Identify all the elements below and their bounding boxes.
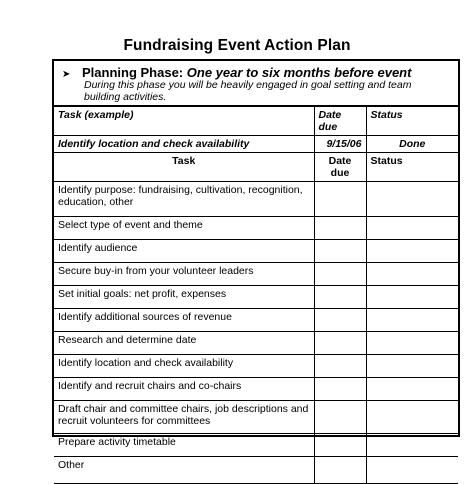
example-status: Done: [366, 136, 458, 153]
table-row: [54, 240, 458, 263]
phase-description: During this phase you will be heavily engaged in goal setting and team building activities.: [84, 79, 412, 103]
task-cell: Research and determine date: [54, 332, 314, 355]
table-row: [54, 378, 458, 401]
status-cell[interactable]: [366, 457, 458, 484]
status-cell[interactable]: [366, 182, 458, 217]
status-cell[interactable]: [366, 401, 458, 434]
task-cell: Secure buy-in from your volunteer leaders: [54, 263, 314, 286]
date-due-cell[interactable]: [314, 286, 366, 309]
example-header-row: [54, 107, 458, 136]
phase-heading: [62, 65, 411, 80]
status-cell[interactable]: [366, 434, 458, 457]
task-cell: Draft chair and committee chairs, job descriptions and recruit volunteers for committees: [54, 401, 314, 434]
arrowhead-bullet-icon: ➤: [62, 69, 71, 80]
example-status-header: Status: [366, 107, 458, 136]
date-due-cell[interactable]: [314, 355, 366, 378]
example-task-header: Task (example): [54, 107, 314, 136]
status-column-header: Status: [366, 153, 458, 182]
example-date-header: Date due: [314, 107, 366, 136]
task-cell: Identify purpose: fundraising, cultivation, recognition, education, other: [54, 182, 314, 217]
date-due-column-header: Date due: [314, 153, 366, 182]
action-plan-table: [52, 59, 460, 471]
table-row: [54, 217, 458, 240]
task-cell: Identify location and check availability: [54, 355, 314, 378]
phase-name: Planning Phase:: [82, 65, 184, 80]
task-cell: Other: [54, 457, 314, 484]
date-due-cell[interactable]: [314, 263, 366, 286]
date-due-cell[interactable]: [314, 434, 366, 457]
table-row: [54, 286, 458, 309]
task-cell: Set initial goals: net profit, expenses: [54, 286, 314, 309]
date-due-cell[interactable]: [314, 457, 366, 484]
column-header-row: [54, 153, 458, 182]
phase-range: One year to six months before event: [186, 65, 412, 80]
date-due-cell[interactable]: [314, 401, 366, 434]
table-row: [54, 355, 458, 378]
document-title: Fundraising Event Action Plan: [123, 37, 351, 54]
table-row: [54, 309, 458, 332]
date-due-cell[interactable]: [314, 309, 366, 332]
phase-section: [54, 61, 458, 106]
date-due-cell[interactable]: [314, 217, 366, 240]
task-cell: Identify additional sources of revenue: [54, 309, 314, 332]
example-task: Identify location and check availability: [54, 136, 314, 153]
task-column-header: Task: [54, 153, 314, 182]
example-date-due: 9/15/06: [314, 136, 366, 153]
status-cell[interactable]: [366, 355, 458, 378]
example-row: [54, 136, 458, 153]
date-due-cell[interactable]: [314, 332, 366, 355]
date-due-cell[interactable]: [314, 240, 366, 263]
task-cell: Prepare activity timetable: [54, 434, 314, 457]
date-due-cell[interactable]: [314, 182, 366, 217]
task-cell: Identify audience: [54, 240, 314, 263]
status-cell[interactable]: [366, 309, 458, 332]
table-row: [54, 434, 458, 457]
status-cell[interactable]: [366, 286, 458, 309]
status-cell[interactable]: [366, 263, 458, 286]
table-row: [54, 457, 458, 484]
table-row: [54, 401, 458, 434]
status-cell[interactable]: [366, 240, 458, 263]
table-row: [54, 332, 458, 355]
table-row: [54, 263, 458, 286]
task-cell: Identify and recruit chairs and co-chairs: [54, 378, 314, 401]
table-row: [54, 182, 458, 217]
status-cell[interactable]: [366, 332, 458, 355]
task-cell: Select type of event and theme: [54, 217, 314, 240]
date-due-cell[interactable]: [314, 378, 366, 401]
status-cell[interactable]: [366, 217, 458, 240]
task-grid: [54, 106, 458, 484]
status-cell[interactable]: [366, 378, 458, 401]
